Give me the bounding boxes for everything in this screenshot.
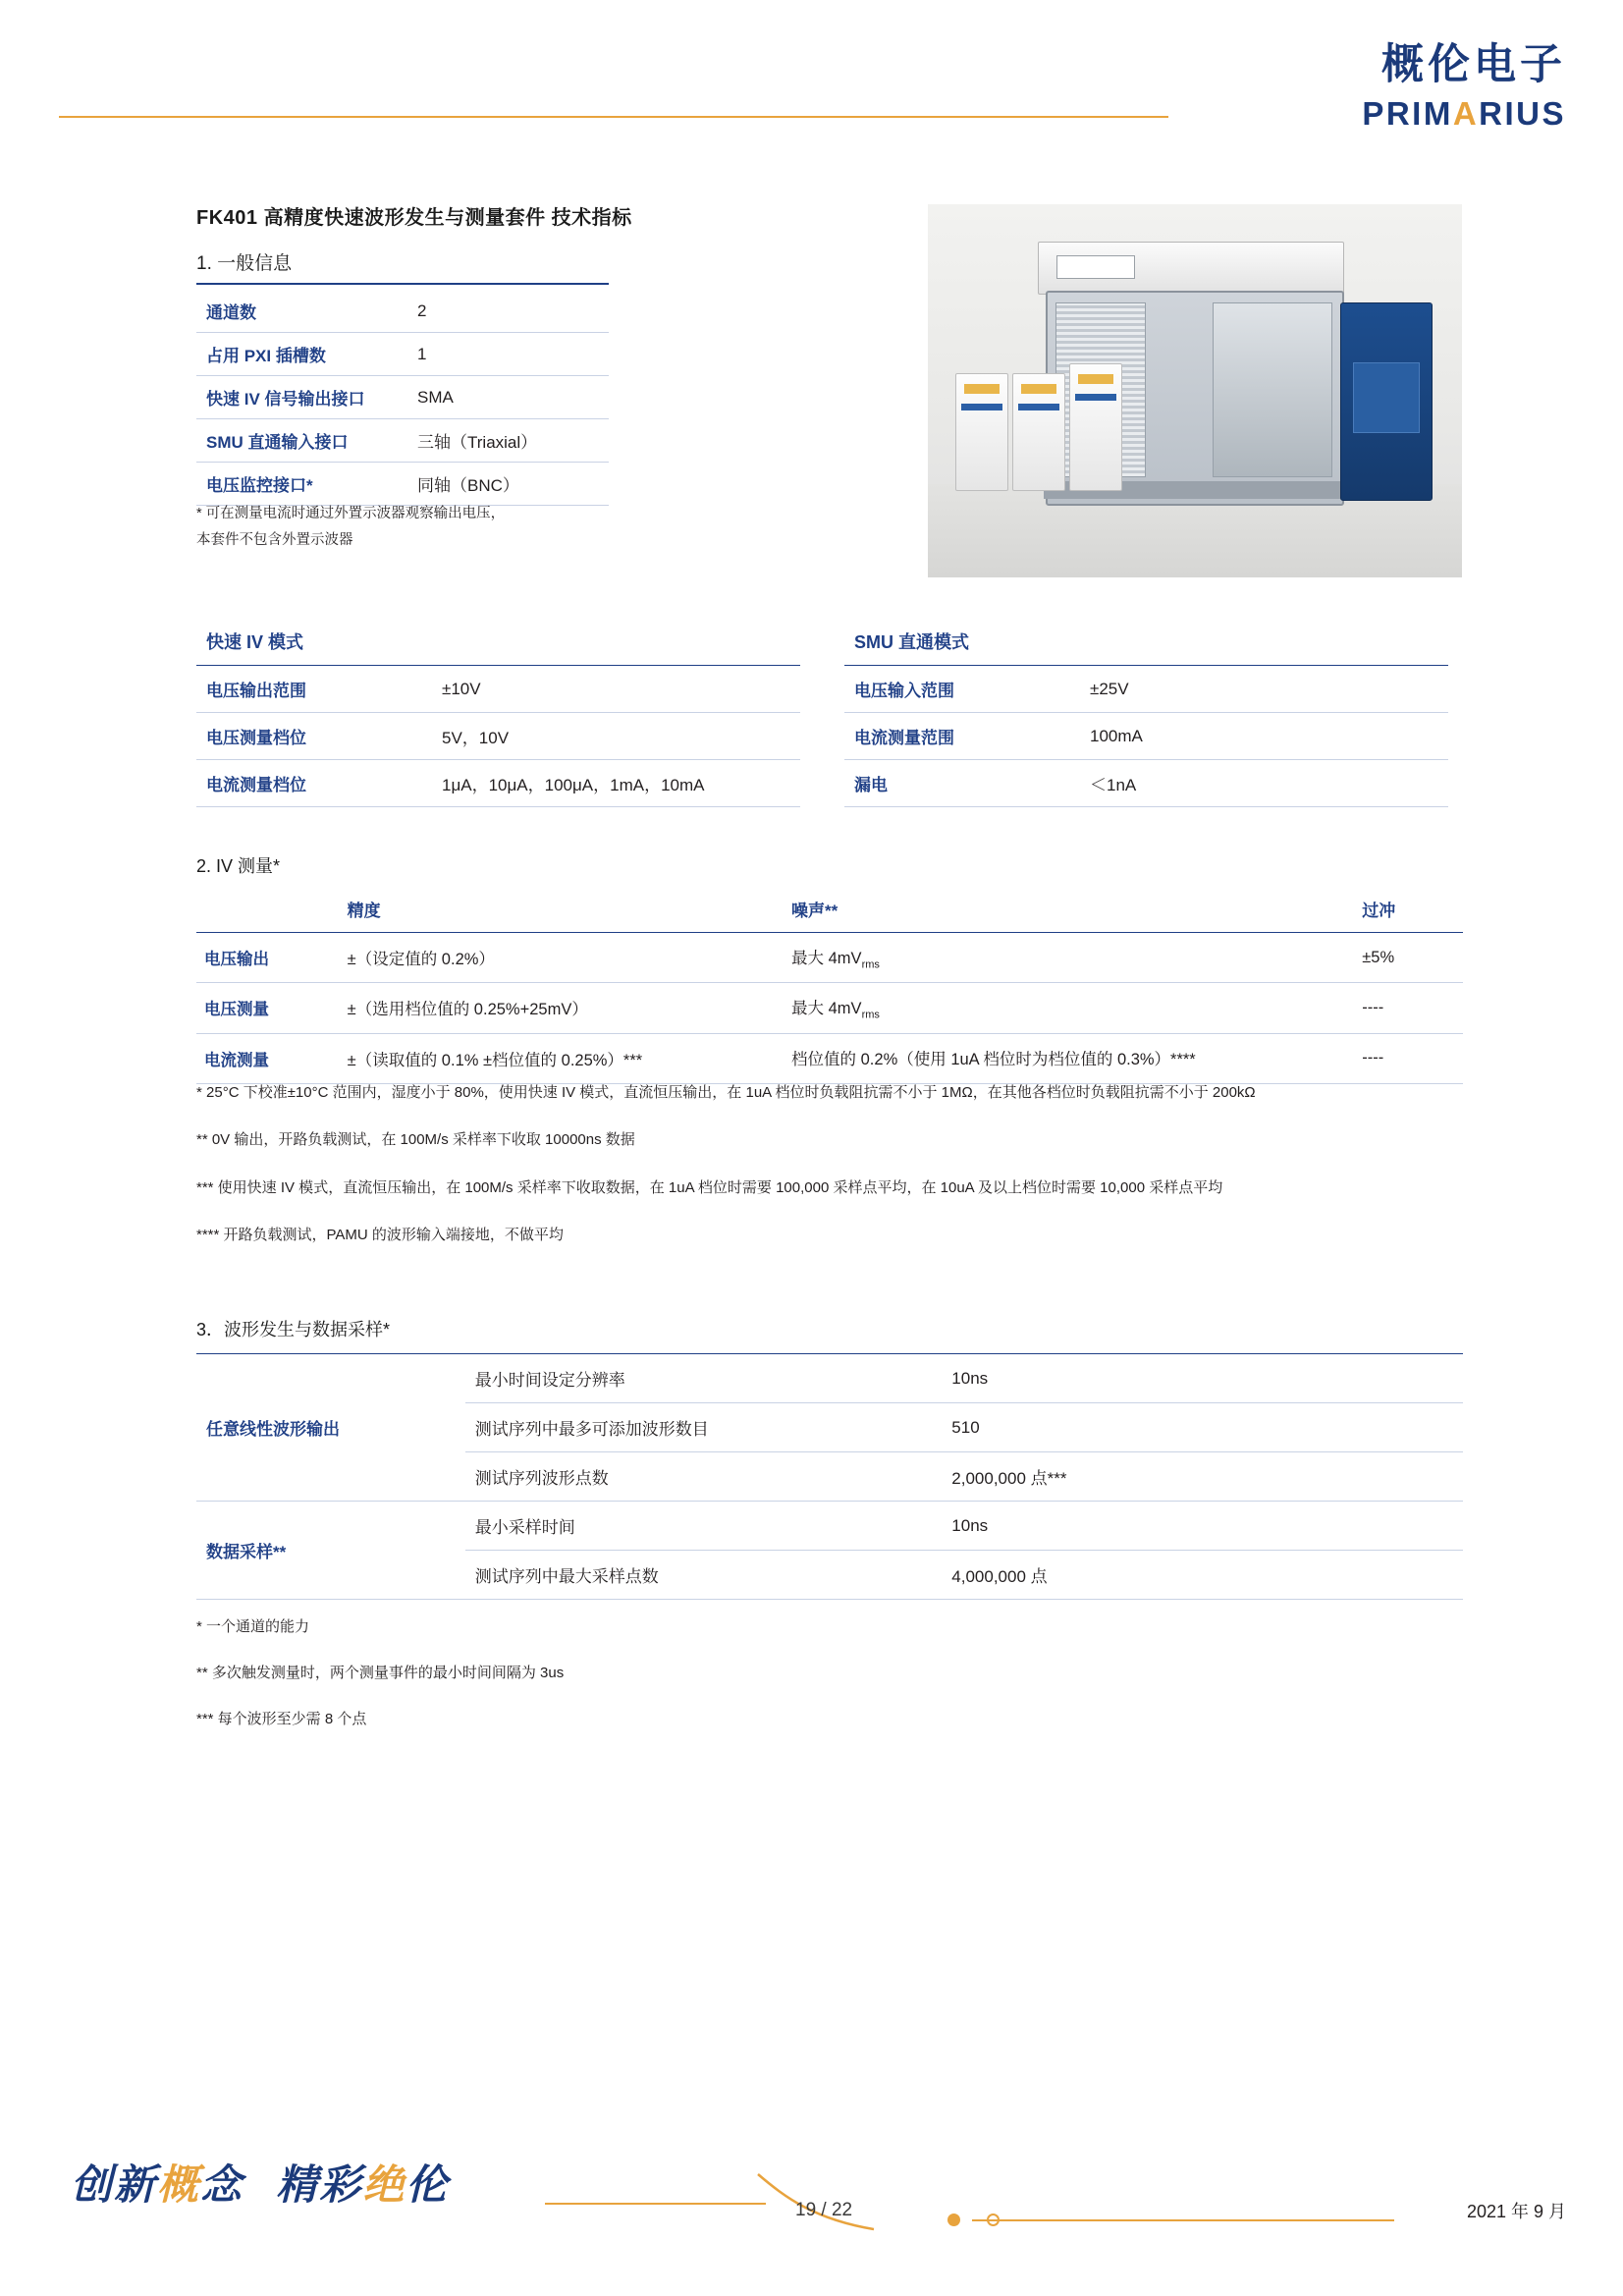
logo-english-text bbox=[1362, 97, 1566, 130]
footer-divider-left bbox=[545, 2203, 766, 2205]
cell-metric: 测试序列波形点数 bbox=[465, 1452, 943, 1502]
table-row bbox=[196, 760, 800, 807]
smu-spec-box bbox=[844, 629, 1448, 807]
row-key: SMU 直通输入接口 bbox=[196, 419, 407, 463]
row-value: 1 bbox=[407, 333, 609, 376]
row-value: ±25V bbox=[1080, 666, 1448, 713]
table-row bbox=[844, 713, 1448, 760]
table-row bbox=[196, 933, 1463, 983]
company-logo bbox=[1362, 40, 1566, 132]
fast-iv-heading: 快速 IV 模式 bbox=[196, 629, 800, 666]
column-header-noise: 噪声** bbox=[784, 889, 1354, 933]
photo-unit-text bbox=[961, 404, 1002, 410]
logo-en-pre: PRIM bbox=[1362, 95, 1453, 132]
table-row bbox=[196, 1502, 1463, 1551]
photo-unit-text bbox=[1075, 394, 1116, 401]
row-value: ＜1nA bbox=[1080, 760, 1448, 807]
row-key: 电流测量档位 bbox=[196, 760, 432, 807]
page-title: FK401 高精度快速波形发生与测量套件 技术指标 bbox=[196, 207, 632, 229]
slogan-part: 创新 bbox=[71, 2160, 158, 2209]
logo-chinese-text: 概伦电子 bbox=[1381, 40, 1566, 89]
footer-date: 2021 年 9 月 bbox=[1466, 2202, 1566, 2221]
product-photo bbox=[928, 204, 1462, 577]
row-key: 通道数 bbox=[196, 290, 407, 333]
row-value: 2 bbox=[407, 290, 609, 333]
row-value: SMA bbox=[407, 376, 609, 419]
smu-table bbox=[844, 666, 1448, 807]
photo-small-unit bbox=[955, 373, 1008, 491]
slogan-accent: 概 bbox=[157, 2160, 201, 2209]
column-header-overshoot: 过冲 bbox=[1354, 889, 1463, 933]
noise-subscript: rms bbox=[861, 958, 880, 971]
cell-metric: 最小时间设定分辨率 bbox=[465, 1354, 943, 1403]
photo-small-unit bbox=[1012, 373, 1065, 491]
cell-value: 510 bbox=[942, 1403, 1463, 1452]
footnote-line: * 可在测量电流时通过外置示波器观察输出电压， bbox=[196, 506, 506, 521]
cell-metric: 测试序列中最多可添加波形数目 bbox=[465, 1403, 943, 1452]
table-row bbox=[196, 666, 800, 713]
section2-heading: 2. IV 测量* bbox=[196, 856, 281, 876]
row-key: 电压输出 bbox=[196, 933, 340, 983]
footer-dot-filled bbox=[947, 2214, 960, 2226]
logo-en-accent: A bbox=[1452, 95, 1480, 132]
table-row bbox=[196, 376, 609, 419]
table-header-row bbox=[196, 889, 1463, 933]
row-key: 电流测量 bbox=[196, 1033, 340, 1083]
photo-top-instrument bbox=[1038, 242, 1344, 295]
row-key: 电流测量范围 bbox=[844, 713, 1080, 760]
row-key: 占用 PXI 插槽数 bbox=[196, 333, 407, 376]
table-row bbox=[196, 333, 609, 376]
cell-overshoot: ±5% bbox=[1354, 933, 1463, 983]
footer-divider-right bbox=[972, 2219, 1394, 2221]
photo-unit-cap bbox=[1021, 384, 1056, 394]
slogan-accent: 绝 bbox=[362, 2160, 406, 2209]
table-row bbox=[196, 1354, 1463, 1403]
section1-footnote bbox=[196, 501, 609, 554]
footnote-item: *** 使用快速 IV 模式，直流恒压输出，在 100M/s 采样率下收取数据，在 1uA 档位时需要 100,000 采样点平均，在 10uA 及以上档位时需要 10,000 采样点平均 bbox=[196, 1178, 1223, 1196]
cell-overshoot: ---- bbox=[1354, 983, 1463, 1033]
cell-accuracy: ±（设定值的 0.2%） bbox=[340, 933, 784, 983]
slogan-part: 精彩 bbox=[276, 2160, 363, 2209]
row-key: 快速 IV 信号输出接口 bbox=[196, 376, 407, 419]
page-number: 19 / 22 bbox=[795, 2200, 853, 2220]
footnote-item: * 25°C 下校准±10°C 范围内，湿度小于 80%，使用快速 IV 模式，直流恒压输出，在 1uA 档位时负载阻抗需不小于 1MΩ，在其他各档位时负载阻抗需不小于 200kΩ bbox=[196, 1084, 1256, 1101]
row-value: 同轴（BNC） bbox=[407, 463, 609, 506]
row-key: 电压输入范围 bbox=[844, 666, 1080, 713]
row-key: 电压测量档位 bbox=[196, 713, 432, 760]
row-value: 5V，10V bbox=[432, 713, 800, 760]
row-key: 电压监控接口* bbox=[196, 463, 407, 506]
iv-measurement-table bbox=[196, 889, 1463, 1084]
photo-unit-cap bbox=[964, 384, 1000, 394]
table-row bbox=[196, 1033, 1463, 1083]
waveform-table bbox=[196, 1353, 1463, 1600]
noise-text: 档位值的 0.2%（使用 1uA 档位时为档位值的 0.3%）**** bbox=[791, 1050, 1196, 1068]
section1-divider bbox=[196, 283, 609, 285]
logo-en-post: RIUS bbox=[1479, 95, 1566, 132]
section1-heading: 1. 一般信息 bbox=[196, 253, 293, 274]
photo-top-slot bbox=[1056, 255, 1135, 279]
table-row bbox=[196, 983, 1463, 1033]
cell-accuracy: ±（读取值的 0.1% ±档位值的 0.25%）*** bbox=[340, 1033, 784, 1083]
photo-unit-cap bbox=[1078, 374, 1113, 384]
footer-slogan bbox=[71, 2153, 449, 2212]
table-row bbox=[844, 760, 1448, 807]
noise-subscript: rms bbox=[861, 1009, 880, 1021]
slogan-part: 伦 bbox=[406, 2160, 450, 2209]
section3-footnotes bbox=[196, 1615, 1463, 1754]
row-key: 漏电 bbox=[844, 760, 1080, 807]
cell-accuracy: ±（选用档位值的 0.25%+25mV） bbox=[340, 983, 784, 1033]
cell-noise bbox=[784, 983, 1354, 1033]
section3-heading: 3．波形发生与数据采样* bbox=[196, 1320, 391, 1339]
general-info-table bbox=[196, 290, 609, 506]
cell-metric: 最小采样时间 bbox=[465, 1502, 943, 1551]
footnote-item: ** 多次触发测量时，两个测量事件的最小时间间隔为 3us bbox=[196, 1665, 565, 1681]
smu-heading: SMU 直通模式 bbox=[844, 629, 1448, 666]
footnote-item: *** 每个波形至少需 8 个点 bbox=[196, 1711, 367, 1727]
footnote-item: ** 0V 输出，开路负载测试，在 100M/s 采样率下收取 10000ns 数据 bbox=[196, 1131, 635, 1149]
row-value: ±10V bbox=[432, 666, 800, 713]
table-row bbox=[196, 463, 609, 506]
noise-text: 最大 4mV bbox=[791, 950, 862, 967]
cell-overshoot: ---- bbox=[1354, 1033, 1463, 1083]
photo-unit-text bbox=[1018, 404, 1059, 410]
row-key: 电压输出范围 bbox=[196, 666, 432, 713]
row-key: 电压测量 bbox=[196, 983, 340, 1033]
row-value: 三轴（Triaxial） bbox=[407, 419, 609, 463]
section2-footnotes bbox=[196, 1080, 1463, 1270]
row-value: 1μA，10μA，100μA，1mA，10mA bbox=[432, 760, 800, 807]
row-value: 100mA bbox=[1080, 713, 1448, 760]
footnote-line: 本套件不包含外置示波器 bbox=[196, 531, 353, 548]
photo-blue-module bbox=[1340, 302, 1433, 501]
cell-metric: 测试序列中最大采样点数 bbox=[465, 1551, 943, 1600]
cell-noise bbox=[784, 1033, 1354, 1083]
cell-value: 10ns bbox=[942, 1354, 1463, 1403]
table-row bbox=[844, 666, 1448, 713]
cell-value: 10ns bbox=[942, 1502, 1463, 1551]
header-divider bbox=[59, 116, 1168, 118]
photo-small-unit bbox=[1069, 363, 1122, 491]
footnote-item: **** 开路负载测试，PAMU 的波形输入端接地，不做平均 bbox=[196, 1226, 564, 1243]
footnote-item: * 一个通道的能力 bbox=[196, 1618, 310, 1635]
cell-value: 4,000,000 点 bbox=[942, 1551, 1463, 1600]
group-key-data-sampling: 数据采样** bbox=[196, 1502, 465, 1600]
cell-value: 2,000,000 点*** bbox=[942, 1452, 1463, 1502]
photo-blue-label bbox=[1353, 362, 1420, 433]
fast-iv-table bbox=[196, 666, 800, 807]
fast-iv-spec-box bbox=[196, 629, 800, 807]
noise-text: 最大 4mV bbox=[791, 1000, 862, 1018]
cell-noise bbox=[784, 933, 1354, 983]
slogan-part: 念 bbox=[200, 2160, 244, 2209]
table-row bbox=[196, 419, 609, 463]
column-header-accuracy: 精度 bbox=[340, 889, 784, 933]
table-row bbox=[196, 713, 800, 760]
column-header-blank bbox=[196, 889, 340, 933]
group-key-waveform-output: 任意线性波形输出 bbox=[196, 1354, 465, 1502]
table-row bbox=[196, 290, 609, 333]
